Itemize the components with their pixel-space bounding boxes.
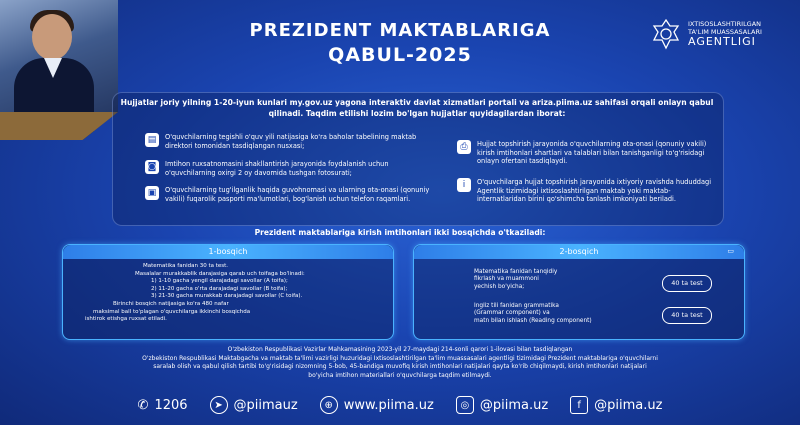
agency-logo: [650, 18, 762, 50]
stage-2-math-text: Matematika fanidan tanqidiy fikrlash va muammoni yechish bo'yicha;: [474, 269, 558, 290]
logo-line-3: AGENTLIGI: [688, 35, 756, 48]
stage-2-panel: [413, 244, 745, 340]
doc-item-school-choice: i O'quvchilarga hujjat topshirish jarayonida ixtiyoriy ravishda hududdagi Agentlik tizimidagi ixtisoslashtirilgan maktab yoki maktab-internatlaridan birini qo'shimcha tanlash imkoniyati beriladi.: [457, 178, 712, 204]
title-line-2: QABUL-2025: [328, 44, 472, 66]
facebook-icon: f: [570, 396, 588, 414]
stage-1-description: Matematika fanidan 30 ta test. Masalalar murakkablik darajasiga qarab uch toifaga bo'linadi: 1) 1-10 gacha yengil darajadagi savollar (A toifa); 2) 11-20 gacha o'rta darajadagi savollar (B toifa); 3) 21-30 gacha murakkab darajadagi savollar (C toifa). Birinchi bosqich natijasiga ko'ra 480 nafar maksimal ball to'plagan o'quvchilarga ikkinchi bosqichda ishtirok etishga ruxsat etiladi.: [85, 263, 305, 323]
intro-text: Hujjatlar joriy yilning 1-20-iyun kunlari my.gov.uz yagona interaktiv davlat xizmatlari portali va ariza.piima.uz sahifasi orqali onlayn qabul qilinadi. Taqdim etilishi lozim bo'lgan hujjatlar quyidagilardan iborat:: [120, 98, 714, 118]
print-icon: ⎙: [457, 140, 471, 154]
contact-facebook[interactable]: f @piima.uz: [570, 396, 662, 414]
stage-2-english-text: Ingliz tili fanidan grammatika (Grammar component) va matn bilan ishlash (Reading component): [474, 303, 592, 324]
stage-1-label: 1-bosqich: [63, 245, 393, 259]
instagram-icon: ◎: [456, 396, 474, 414]
contact-instagram[interactable]: ◎ @piima.uz: [456, 396, 548, 414]
emblem-icon: [650, 18, 682, 50]
logo-line-1: IXTISOSLASHTIRILGAN: [688, 20, 762, 28]
contact-website[interactable]: ⊕ www.piima.uz: [320, 396, 434, 414]
doc-item-photo: ◙ Imtihon ruxsatnomasini shakllantirish jarayonida foydalanish uchun o'quvchilarning oxirgi 2 oy davomida tushgan fotosurati;: [145, 160, 430, 177]
doc-item-offer: ⎙ Hujjat topshirish jarayonida o'quvchilarning ota-onasi (qonuniy vakili) kirish imtihonlari shartlari va talablari bilan tanishganligi to'g'risidagi onlayn ofertani tasdiqlaydi.: [457, 140, 712, 166]
contacts-bar: [0, 396, 800, 414]
doc-item-report-card: ▤ O'quvchilarning tegishli o'quv yili natijasiga ko'ra baholar tabelining maktab direktori tomonidan tasdiqlangan nusxasi;: [145, 133, 430, 150]
id-card-icon: ▣: [145, 186, 159, 200]
title-line-1: PREZIDENT MAKTABLARIGA: [249, 20, 551, 41]
photo-icon: ◙: [145, 160, 159, 174]
stage-2-label: 2-bosqich: [414, 245, 744, 259]
info-icon: i: [457, 178, 471, 192]
stage-1-panel: [62, 244, 394, 340]
document-icon: ▤: [145, 133, 159, 147]
doc-item-birth-certificate: ▣ O'quvchilarning tug'ilganlik haqida guvohnomasi va ularning ota-onasi (qonuniy vakili) fuqarolik pasporti ma'lumotlari, bog'lanish uchun telefon raqamlari.: [145, 186, 430, 203]
contact-telegram[interactable]: ➤ @piimauz: [210, 396, 298, 414]
stages-title: Prezident maktablariga kirish imtihonlari ikki bosqichda o'tkaziladi:: [254, 228, 546, 237]
legal-footer: O'zbekiston Respublikasi Vazirlar Mahkamasining 2023-yil 27-maydagi 214-sonli qarori 1-ilovasi bilan tasdiqlangan O'zbekiston Respublikasi Maktabgacha va maktab ta'limi vazirligi huzuridagi Ixtisoslashtirilgan ta'lim muassasalari agentligi tizimidagi Prezident maktablariga o'quvchilarni saralab olish va qabul qilish tartibi to'g'risidagi nizomning 5-bob, 45-bandiga muvofiq kirish imtihonlari natijalari qayta ko'rib chiqilmaydi, kirish imtihonlari natijalari bo'yicha imtihon materiallari o'quvchilarga taqdim etilmaydi.: [142, 346, 658, 379]
contact-phone[interactable]: ✆ 1206: [137, 397, 188, 413]
stage-2-math-badge: 40 ta test: [662, 275, 712, 292]
telegram-icon: ➤: [210, 396, 228, 414]
stage-2-corner-icon: ▭: [727, 247, 734, 255]
phone-icon: ✆: [137, 397, 149, 413]
stage-2-english-badge: 40 ta test: [662, 307, 712, 324]
globe-icon: ⊕: [320, 396, 338, 414]
logo-line-2: TA'LIM MUASSASALARI: [688, 28, 762, 36]
